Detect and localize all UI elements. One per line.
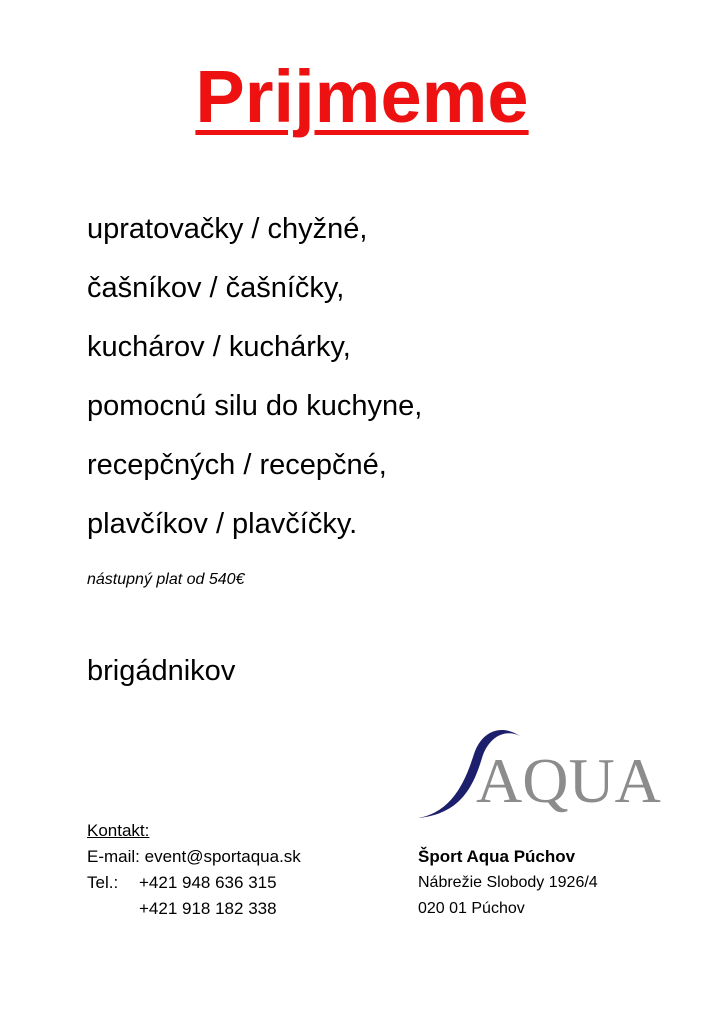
company-address — [418, 844, 598, 922]
phone-label-spacer — [87, 896, 139, 922]
phone-number[interactable]: +421 918 182 338 — [139, 899, 277, 918]
contact-block — [87, 818, 301, 922]
positions-list — [87, 206, 422, 560]
salary-note: nástupný plat od 540€ — [87, 571, 245, 588]
logo-wordmark: AQUA — [476, 745, 661, 816]
extra-position: brigádnikov — [87, 655, 236, 687]
phone-number[interactable]: +421 948 636 315 — [139, 873, 277, 892]
position-item: recepčných / recepčné, — [87, 449, 387, 481]
position-item: kuchárov / kuchárky, — [87, 331, 351, 363]
company-street: Nábrežie Slobody 1926/4 — [418, 874, 598, 891]
page-title: Prijmeme — [195, 55, 529, 138]
position-item: čašníkov / čašníčky, — [87, 272, 345, 304]
phone-row — [87, 896, 301, 922]
contact-heading: Kontakt: — [87, 821, 150, 840]
position-item: upratovačky / chyžné, — [87, 213, 368, 245]
position-item: plavčíkov / plavčíčky. — [87, 508, 358, 540]
position-item: pomocnú silu do kuchyne, — [87, 390, 423, 422]
phone-row — [87, 870, 301, 896]
email-line[interactable]: E-mail: event@sportaqua.sk — [87, 847, 301, 866]
phone-label: Tel.: — [87, 873, 119, 892]
aqua-logo — [416, 720, 666, 828]
company-name: Šport Aqua Púchov — [418, 847, 576, 866]
company-city: 020 01 Púchov — [418, 900, 525, 917]
